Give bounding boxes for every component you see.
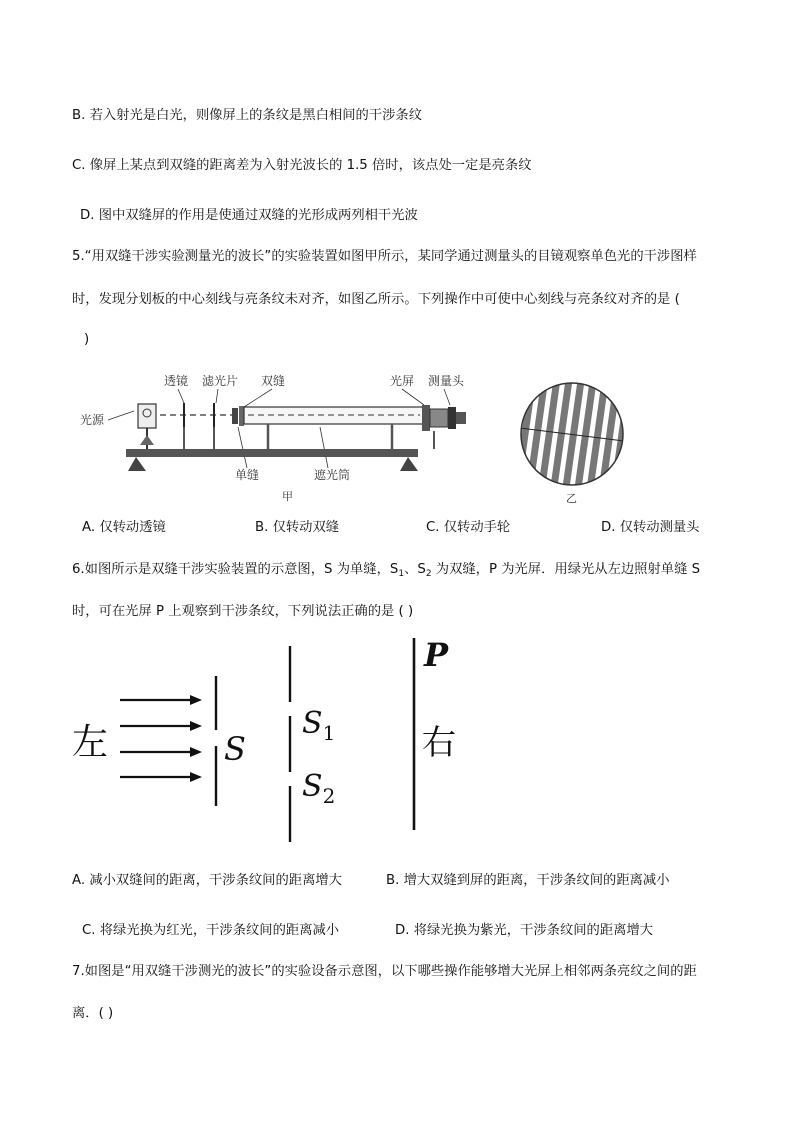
label-lens: 透镜 [164, 374, 189, 388]
q6-stem-text-a: 6.如图所示是双缝干涉实验装置的示意图，S 为单缝，S [72, 562, 399, 577]
q6-option-c: C. 将绿光换为红光，干涉条纹间的距离减小 [82, 923, 340, 938]
q6-sub-2: 2 [425, 569, 432, 579]
q6-sub-1: 1 [398, 569, 405, 579]
q4-option-c: C. 像屏上某点到双缝的距离差为入射光波长的 1.5 倍时，该点处一定是亮条纹 [72, 158, 532, 173]
q6-stem-text-c: 为双缝，P 为光屏．用绿光从左边照射单缝 S [431, 562, 701, 577]
label-s2: $S_2$ [302, 769, 336, 808]
label-filter: 滤光片 [202, 374, 239, 388]
label-s1: $S_1$ [302, 706, 336, 745]
q6-stem-line1 [72, 561, 700, 583]
q5-option-a: A. 仅转动透镜 [82, 520, 166, 535]
label-screen: 光屏 [390, 374, 415, 388]
label-single-slit: 单缝 [235, 468, 260, 482]
q4-option-d: D. 图中双缝屏的作用是使通过双缝的光形成两列相干光波 [80, 208, 418, 223]
incident-light-arrows [120, 695, 202, 782]
double-slit-schematic [70, 634, 470, 844]
label-measuring-head: 测量头 [428, 374, 465, 388]
label-left: 左 [72, 722, 109, 763]
q6-option-d: D. 将绿光换为紫光，干涉条纹间的距离增大 [395, 923, 654, 938]
label-p: P [424, 636, 449, 674]
q5-stem-line3: ) [84, 332, 90, 347]
q6-option-b: B. 增大双缝到屏的距离，干涉条纹间的距离减小 [386, 873, 670, 888]
q5-option-c: C. 仅转动手轮 [426, 520, 511, 535]
eyepiece-view-figure-yi [518, 378, 638, 506]
label-shade-tube: 遮光筒 [314, 468, 351, 482]
q5-stem-line1: 5.“用双缝干涉实验测量光的波长”的实验装置如图甲所示，某同学通过测量头的目镜观察单色光的干涉图样 [72, 249, 697, 264]
label-double-slit: 双缝 [261, 374, 286, 388]
q6-stem-text-b: 、S [404, 562, 426, 577]
q4-option-b: B. 若入射光是白光，则像屏上的条纹是黑白相间的干涉条纹 [72, 108, 422, 123]
apparatus-figure-jia [72, 365, 492, 510]
q7-stem-line1: 7.如图是“用双缝干涉测光的波长”的实验设备示意图，以下哪些操作能够增大光屏上相邻两条亮纹之间的距 [72, 964, 697, 979]
q7-stem-line2: 离．( ) [72, 1006, 114, 1021]
label-right: 右 [422, 723, 456, 763]
caption-jia: 甲 [282, 490, 293, 503]
q6-option-a: A. 减小双缝间的距离，干涉条纹间的距离增大 [72, 873, 342, 888]
label-light-source: 光源 [80, 413, 105, 427]
q6-stem-line2: 时，可在光屏 P 上观察到干涉条纹，下列说法正确的是 ( ) [72, 604, 414, 619]
caption-yi: 乙 [566, 492, 577, 505]
q5-option-b: B. 仅转动双缝 [255, 520, 340, 535]
q5-option-d: D. 仅转动测量头 [601, 520, 700, 535]
q5-stem-line2: 时，发现分划板的中心刻线与亮条纹未对齐，如图乙所示。下列操作中可使中心刻线与亮条纹对齐的是 ( [72, 292, 680, 307]
label-s: S [224, 730, 246, 768]
